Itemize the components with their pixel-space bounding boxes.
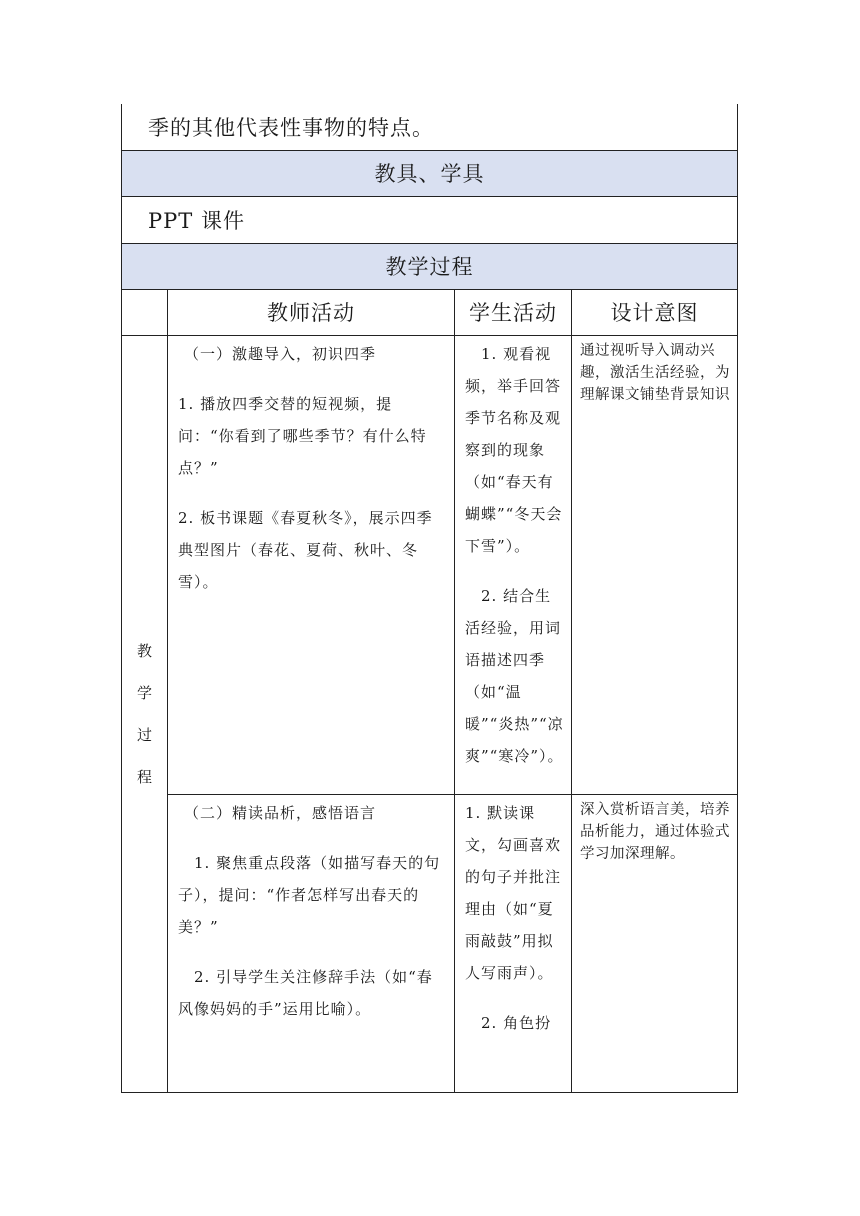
continuation-cell — [122, 104, 738, 150]
tools-title: 教具、学具 — [374, 162, 485, 186]
teacher-2-heading: （二）精读品析，感悟语言 — [184, 803, 377, 822]
design-intent-2: 深入赏析语言美，培养品析能力，通过体验式学习加深理解。 — [572, 794, 738, 1092]
student-2-step-1: 1. 默读课文，勾画喜欢的句子并批注理由（如“夏雨敲鼓”用拟人写雨声）。 — [465, 803, 562, 982]
continuation-text: 季的其他代表性事物的特点。 — [148, 115, 434, 140]
teacher-1-heading: （一）激趣导入，初识四季 — [184, 344, 377, 363]
student-1-step-2: 2. 结合生活经验，用词语描述四季（如“温暖”“炎热”“凉爽”“寒冷”）。 — [465, 586, 564, 765]
column-header-teacher: 教师活动 — [168, 289, 455, 335]
process-title: 教学过程 — [385, 255, 474, 279]
tools-content: PPT 课件 — [148, 208, 245, 233]
teacher-1-step-1: 1. 播放四季交替的短视频，提问：“你看到了哪些季节？有什么特点？” — [178, 394, 427, 477]
tools-content-cell — [122, 196, 738, 243]
column-header-student: 学生活动 — [455, 289, 572, 335]
design-intent-1: 通过视听导入调动兴趣，激活生活经验，为理解课文铺垫背景知识 — [572, 335, 738, 794]
process-header — [122, 243, 738, 289]
teacher-2-step-1: 1. 聚焦重点段落（如描写春天的句子），提问：“作者怎样写出春天的美？” — [178, 853, 441, 936]
column-header-blank — [122, 289, 168, 335]
student-1-step-1: 1. 观看视频，举手回答季节名称及观察到的现象（如“春天有蝴蝶”“冬天会下雪”）。 — [465, 344, 563, 555]
student-2-step-2: 2. 角色扮 — [481, 1013, 552, 1032]
teacher-activity-2 — [168, 794, 455, 1092]
teacher-activity-1 — [168, 335, 455, 794]
student-activity-2 — [455, 794, 572, 1092]
teacher-2-step-2: 2. 引导学生关注修辞手法（如“春风像妈妈的手”运用比喻）。 — [178, 967, 433, 1018]
tools-header — [122, 150, 738, 196]
side-label: 教 学 过 程 — [122, 335, 168, 1092]
lesson-plan-table — [121, 104, 738, 1093]
student-activity-1 — [455, 335, 572, 794]
column-header-intent: 设计意图 — [572, 289, 738, 335]
teacher-1-step-2: 2. 板书课题《春夏秋冬》，展示四季典型图片（春花、夏荷、秋叶、冬雪）。 — [178, 508, 433, 591]
